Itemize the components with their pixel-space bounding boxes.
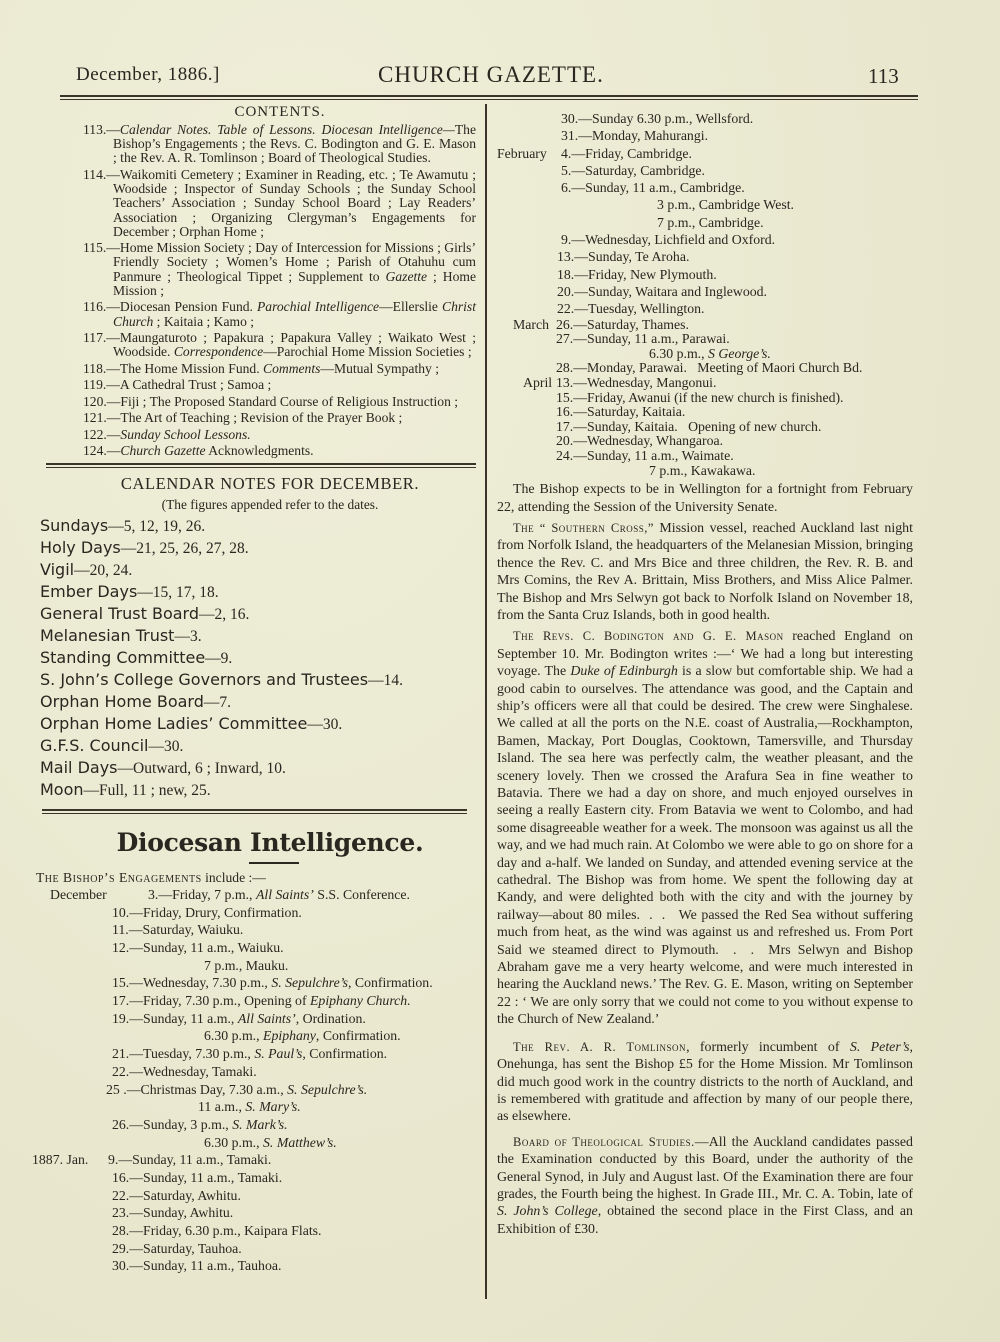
calendar-label: Standing Committee <box>40 648 206 668</box>
calendar-item <box>40 779 480 801</box>
engagement-row <box>497 110 912 127</box>
engagement-text: 10.—Friday, Drury, Confirmation. <box>112 904 302 920</box>
calendar-dates: —Outward, 6 ; Inward, 10. <box>117 760 286 778</box>
engagement-row <box>497 420 912 435</box>
contents-text: Maungaturoto ; Papakura ; Papakura Valley ; Waikato West ; Woodside. Correspondence—Parochial Home Mission Societies ; <box>113 330 476 360</box>
contents-item <box>43 395 476 409</box>
engagement-row <box>497 361 912 376</box>
calendar-item <box>40 559 480 581</box>
engagement-row <box>497 300 912 317</box>
engagement-text: 30.—Sunday, 11 a.m., Tauhoa. <box>112 1258 282 1274</box>
engagement-row <box>40 1257 480 1275</box>
engagement-text: 29.—Saturday, Tauhoa. <box>112 1240 242 1256</box>
calendar-item <box>40 757 480 779</box>
contents-item <box>43 444 476 458</box>
paragraph-lead: The Revs. C. Bodington and G. E. Mason <box>513 629 784 644</box>
page-ref: 122.— <box>83 426 121 442</box>
page-ref: 118.— <box>83 360 120 376</box>
engagement-text: 16.—Saturday, Kaitaia. <box>556 404 686 420</box>
engagement-row <box>497 405 912 420</box>
engagement-text: 22.—Wednesday, Tamaki. <box>112 1063 257 1079</box>
engagements-list-continued <box>497 110 912 478</box>
calendar-dates: —30. <box>148 738 184 756</box>
calendar-item <box>40 625 480 647</box>
contents-text: Calendar Notes. Table of Lessons. Diocesan Intelligence—The Bishop’s Engagements ; the Revs. C. Bodington and G. E. Mason ; the Rev. A. R. Tomlinson ; Board of Theological Studies. <box>113 122 476 166</box>
contents-text: Diocesan Pension Fund. Parochial Intelligence—Ellerslie Christ Church ; Kaitaia ; Kamo ; <box>113 299 476 329</box>
engagement-text: 9.—Wednesday, Lichfield and Oxford. <box>561 232 776 248</box>
contents-text: Church Gazette Acknowledgments. <box>120 443 314 459</box>
column-divider <box>485 104 487 1299</box>
engagement-text: 17.—Friday, 7.30 p.m., Opening of Epiphany Church. <box>112 993 411 1009</box>
calendar-item <box>40 603 480 625</box>
engagement-text: 31.—Monday, Mahurangi. <box>561 128 709 144</box>
calendar-dates: —20, 24. <box>74 562 133 580</box>
calendar-label: Orphan Home Board <box>40 692 204 712</box>
engagement-row <box>497 391 912 406</box>
calendar-dates: —9. <box>205 650 233 668</box>
calendar-list <box>40 515 480 801</box>
engagement-row <box>497 376 912 391</box>
engagement-text: 30.—Sunday 6.30 p.m., Wellsford. <box>561 111 754 126</box>
engagement-row <box>40 1027 480 1045</box>
engagement-text: 28.—Friday, 6.30 p.m., Kaipara Flats. <box>112 1223 322 1238</box>
engagement-text: 4.—Friday, Cambridge. <box>561 145 692 161</box>
calendar-item <box>40 647 480 669</box>
engagement-row <box>497 179 912 196</box>
paragraph-text: The Bishop expects to be in Wellington for a fortnight from February 22, attending the Session of the University Senate. <box>497 482 913 515</box>
contents-item <box>43 362 476 376</box>
calendar-item <box>40 581 480 603</box>
engagement-text: 3 p.m., Cambridge West. <box>657 197 794 213</box>
contents-item <box>43 300 476 328</box>
calendar-item <box>40 713 480 735</box>
page-ref: 119.— <box>83 377 120 393</box>
contents-item <box>43 428 476 442</box>
paragraph-text: Mission vessel, reached Auckland last night from Norfolk Island, the headquarters of the Melanesian Mission, bringing thence the Rev. C. and Mrs Bice and three children, the Rev. R. B. and Mrs Comins, the Rev A. Brittain, Miss Brothers, and Miss Alice Palmer. The Bishop and Mrs Selwyn got back to Norfolk Island on November 18, from the Santa Cruz Islands, both in good health. <box>497 520 913 623</box>
engagement-text: 19.—Sunday, 11 a.m., All Saints’, Ordination. <box>112 1010 366 1026</box>
engagement-row <box>497 231 912 248</box>
calendar-heading: CALENDAR NOTES FOR DECEMBER. <box>120 474 420 494</box>
engagement-text: 5.—Saturday, Cambridge. <box>561 162 705 178</box>
engagement-text: 24.—Sunday, 11 a.m., Waimate. <box>556 447 734 463</box>
calendar-label: G.F.S. Council <box>40 736 149 756</box>
page-ref: 117.— <box>83 330 120 346</box>
paragraph-lead: Board of Theological Studies. <box>513 1134 695 1149</box>
engagement-row <box>497 266 912 283</box>
page-ref: 120.— <box>83 393 121 409</box>
contents-text: Sunday School Lessons. <box>120 426 251 442</box>
engagement-row <box>40 939 480 957</box>
page-ref: 115.— <box>83 240 120 256</box>
engagement-text: 13.—Wednesday, Mangonui. <box>556 374 717 390</box>
engagement-row <box>32 1151 480 1169</box>
calendar-label: General Trust Board <box>40 604 199 624</box>
contents-text: The Home Mission Fund. Comments—Mutual Sympathy ; <box>119 360 439 376</box>
engagement-text: 20.—Sunday, Waitara and Inglewood. <box>557 283 768 299</box>
engagement-row <box>497 162 912 179</box>
engagement-row <box>40 921 480 939</box>
page-ref: 121.— <box>83 410 121 426</box>
engagement-text: 22.—Tuesday, Wellington. <box>557 301 705 317</box>
engagement-text: 11.—Saturday, Waiuku. <box>112 922 244 938</box>
calendar-item <box>40 735 480 757</box>
contents-heading: CONTENTS. <box>234 104 326 120</box>
engagement-text: 16.—Sunday, 11 a.m., Tamaki. <box>112 1169 283 1185</box>
engagement-text: 20.—Wednesday, Whangaroa. <box>556 433 724 449</box>
calendar-label: Orphan Home Ladies’ Committee <box>40 714 308 734</box>
engagement-month: April <box>523 374 553 390</box>
engagement-text: 23.—Sunday, Awhitu. <box>112 1205 234 1221</box>
calendar-dates: —Full, 11 ; new, 25. <box>83 782 211 800</box>
engagements-list <box>32 886 480 1275</box>
contents-item <box>43 123 476 166</box>
contents-list <box>40 123 480 458</box>
engagement-row <box>497 347 912 362</box>
calendar-dates: —5, 12, 19, 26. <box>108 518 206 536</box>
engagement-row <box>40 1187 480 1205</box>
engagement-text: 11 a.m., S. Mary’s. <box>198 1099 301 1115</box>
calendar-label: Melanesian Trust <box>40 626 175 646</box>
contents-text: Home Mission Society ; Day of Intercession for Missions ; Girls’ Friendly Society ; Women’s Home ; Parish of Otahuhu cum Panmure ; Theological Tippet ; Supplement to Gazette ; Home Mission ; <box>113 240 476 298</box>
right-column <box>497 110 912 1242</box>
news-paragraph <box>497 520 913 624</box>
engagement-row <box>40 1222 480 1240</box>
calendar-dates: —30. <box>307 716 343 734</box>
calendar-label: Holy Days <box>40 538 121 558</box>
paragraph-text: reached England on September 10. Mr. Bodington writes :—‘ We had a long but interesting voyage. The Duke of Edinburgh is a slow but comfortable ship. We had a good cabin to ourselves. The attendance was good, and the Captain and ship’s officers were all that could be desired. The crew were Singhalese. We called at all the ports on the N.E. coast of Australia,—Rockhampton, Bamen, Mackay, Port Douglas, Cooktown, Tamersville, and Thursday Island. The sea here was perfectly calm, the weather pleasant, and the scenery lovely. Then we crossed the Arafura Sea in fine weather to Batavia. There we had a day on shore, and much enjoyed ourselves in seeing a really Eastern city. From Batavia we went to Colombo, and had some disagreeable weather for a week. The monsoon was against us all the way, and we had much rain. At Colombo we were able to go on shore for a day and a-half. We landed on Sunday, and attended evening service at the cathedral. The Bishop was from home. We spent the following day at Kandy, and were delighted both with the city and with the journey by railway—about 80 miles. . . We passed the Red Sea without suffering much from heat, as the wind was against us and refreshed us. From Port Said we steamed direct to Plymouth. . . Mrs Selwyn and Bishop Abraham gave me a very hearty welcome, and were much interested in hearing the Auckland news.’ The Rev. G. E. Mason, writing on September 22 : ‘ We are only sorry that we could not come to you without expense to the Church of New Zealand.’ <box>497 629 914 1028</box>
engagement-row <box>40 974 480 992</box>
engagement-text: 28.—Monday, Parawai. Meeting of Maori Church Bd. <box>556 360 863 376</box>
engagement-row <box>40 1169 480 1187</box>
engagement-text: 6.—Sunday, 11 a.m., Cambridge. <box>561 180 745 196</box>
engagement-text: 7 p.m., Kawakawa. <box>649 462 756 478</box>
engagement-row <box>40 957 480 975</box>
engagement-text: 12.—Sunday, 11 a.m., Waiuku. <box>112 940 284 955</box>
engagement-row <box>40 1204 480 1222</box>
engagement-row <box>40 992 480 1010</box>
engagement-text: 13.—Sunday, Te Aroha. <box>557 249 690 265</box>
page-header <box>0 62 1000 96</box>
page-ref: 113.— <box>83 122 120 137</box>
paragraph-text: , formerly incumbent of S. Peter’s, Onehunga, has sent the Bishop £5 for the Home Mission. Mr Tomlinson did much good work in the country districts to the north of Auckland, and is remembered with gratitude and affection by many of our people there, as elsewhere. <box>497 1039 913 1125</box>
section-rule <box>46 463 476 468</box>
engagement-row <box>40 1081 480 1099</box>
calendar-item <box>40 669 480 691</box>
engagement-text: 26.—Saturday, Thames. <box>556 316 689 332</box>
page-number: 113 <box>868 64 899 88</box>
left-column <box>32 104 480 1275</box>
calendar-label: S. John’s College Governors and Trustees <box>40 670 369 690</box>
engagement-text: 3.—Friday, 7 p.m., All Saints’ S.S. Conference. <box>148 886 411 902</box>
engagement-text: 26.—Sunday, 3 p.m., S. Mark’s. <box>112 1116 288 1132</box>
engagements-heading: The Bishop’s Engagements include :— <box>36 869 266 885</box>
calendar-label: Ember Days <box>40 582 138 602</box>
calendar-dates: —21, 25, 26, 27, 28. <box>120 540 249 558</box>
engagement-row <box>40 1010 480 1028</box>
calendar-item <box>40 537 480 559</box>
news-paragraph <box>497 481 913 516</box>
engagement-row <box>497 145 912 162</box>
engagement-text: 6.30 p.m., S. Matthew’s. <box>204 1134 337 1150</box>
calendar-item <box>40 691 480 713</box>
engagement-row <box>497 332 912 347</box>
section-rule <box>42 809 467 814</box>
engagement-row <box>497 434 912 449</box>
contents-item <box>43 411 476 425</box>
engagement-text: 25 .—Christmas Day, 7.30 a.m., S. Sepulchre’s. <box>106 1081 368 1097</box>
contents-text: A Cathedral Trust ; Samoa ; <box>119 377 272 393</box>
engagement-row <box>497 283 912 300</box>
paragraph-text: —All the Auckland candidates passed the Examination conducted by this Board, under the authority of the General Synod, in July and August last. Of the Examination there are four grades, the Fourth being the highest. In Grade III., Mr. C. A. Tobin, late of S. John’s College, obtained the second place in the First Class, and an Exhibition of £30. <box>497 1134 913 1237</box>
engagement-row <box>497 248 912 265</box>
paragraph-lead: The Rev. A. R. Tomlinson <box>513 1039 687 1054</box>
engagement-text: 27.—Sunday, 11 a.m., Parawai. <box>556 331 730 347</box>
engagement-row <box>497 196 912 213</box>
engagement-row <box>40 1116 480 1134</box>
engagement-month: December <box>50 886 107 902</box>
engagement-text: 7 p.m., Cambridge. <box>657 214 764 230</box>
calendar-dates: —14. <box>368 672 403 690</box>
contents-item <box>43 331 476 359</box>
engagement-text: 6.30 p.m., S George’s. <box>649 345 771 361</box>
calendar-subtitle: (The figures appended refer to the dates. <box>161 497 379 513</box>
engagement-row <box>497 214 912 231</box>
engagement-row <box>40 1063 480 1081</box>
news-paragraph <box>497 1039 913 1126</box>
calendar-dates: —15, 17, 18. <box>137 584 219 602</box>
issue-date: December, 1886.] <box>76 64 220 85</box>
contents-item <box>43 241 476 298</box>
engagement-text: 7 p.m., Mauku. <box>204 957 289 973</box>
engagement-row <box>497 464 912 479</box>
contents-text: Waikomiti Cemetery ; Examiner in Reading, etc. ; Te Awamutu ; Woodside ; Inspector of Sunday Schools ; the Sunday School Teachers’ Association ; Sunday School Board ; Lay Readers’ Association ; Organizing Clergyman’s Engagements for December ; Orphan Home ; <box>113 166 476 239</box>
engagement-row <box>497 127 912 144</box>
calendar-label: Moon <box>40 780 84 800</box>
heading-underline <box>249 862 299 864</box>
engagement-text: 21.—Tuesday, 7.30 p.m., S. Paul’s, Confirmation. <box>112 1046 388 1062</box>
engagement-text: 15.—Friday, Awanui (if the new church is finished). <box>556 389 844 405</box>
diocesan-heading: Diocesan Intelligence. <box>116 828 424 858</box>
news-paragraphs <box>497 481 912 1238</box>
calendar-dates: —2, 16. <box>199 606 250 624</box>
engagement-text: 17.—Sunday, Kaitaia. Opening of new church. <box>556 418 822 434</box>
engagement-row <box>40 1134 480 1152</box>
engagement-row <box>40 904 480 922</box>
engagement-month: March <box>513 316 550 332</box>
engagement-text: 6.30 p.m., Epiphany, Confirmation. <box>204 1028 401 1044</box>
calendar-label: Sundays <box>40 516 109 536</box>
engagement-row <box>40 1045 480 1063</box>
page-ref: 114.— <box>83 166 120 182</box>
page-ref: 116.— <box>83 299 120 315</box>
news-paragraph <box>497 628 913 1028</box>
calendar-label: Vigil <box>40 560 75 580</box>
calendar-dates: —3. <box>174 628 202 646</box>
contents-item <box>43 168 476 239</box>
engagement-row <box>40 1240 480 1258</box>
engagement-text: 9.—Sunday, 11 a.m., Tamaki. <box>108 1152 272 1168</box>
engagement-row <box>497 449 912 464</box>
engagement-row <box>40 886 480 904</box>
publication-title: CHURCH GAZETTE. <box>378 62 604 87</box>
contents-item <box>43 378 476 392</box>
header-rule <box>60 95 918 100</box>
engagement-month: February <box>497 145 547 161</box>
paragraph-lead: The “ Southern Cross,” <box>513 520 654 535</box>
engagement-row <box>497 318 912 333</box>
engagement-month: 1887. Jan. <box>32 1152 89 1168</box>
calendar-label: Mail Days <box>40 758 118 778</box>
contents-text: Fiji ; The Proposed Standard Course of Religious Instruction ; <box>120 393 459 409</box>
calendar-item <box>40 515 480 537</box>
contents-text: The Art of Teaching ; Revision of the Prayer Book ; <box>120 410 403 426</box>
engagement-text: 22.—Saturday, Awhitu. <box>112 1187 241 1203</box>
engagement-text: 18.—Friday, New Plymouth. <box>557 266 717 282</box>
calendar-dates: —7. <box>203 694 231 712</box>
engagement-text: 15.—Wednesday, 7.30 p.m., S. Sepulchre’s, Confirmation. <box>112 975 433 991</box>
news-paragraph <box>497 1134 913 1238</box>
page-ref: 124.— <box>83 443 121 459</box>
engagement-row <box>40 1098 480 1116</box>
